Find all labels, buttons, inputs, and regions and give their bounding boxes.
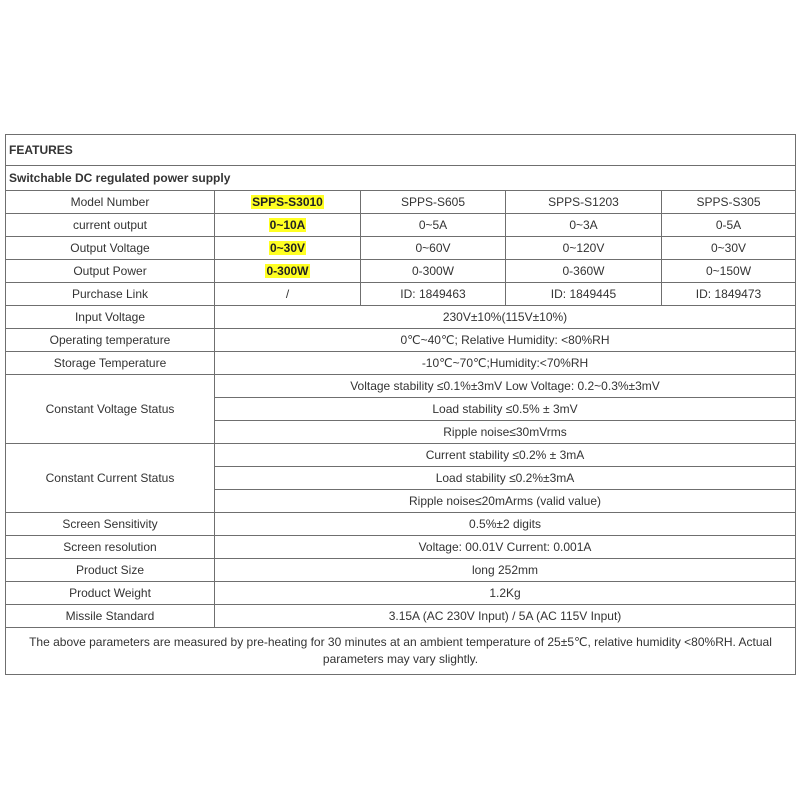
output-power-label: Output Power — [6, 260, 215, 283]
output-power-cell-4: 0~150W — [662, 260, 796, 283]
features-row — [6, 135, 796, 166]
table-title-row — [6, 166, 796, 191]
current-output-row — [6, 214, 796, 237]
output-power-row — [6, 260, 796, 283]
purchase-link-cell-1: / — [215, 283, 361, 306]
constant-current-line-1: Current stability ≤0.2% ± 3mA — [215, 444, 796, 467]
note-row — [6, 628, 796, 675]
output-power-cell-3: 0-360W — [506, 260, 662, 283]
model-cell-3: SPPS-S1203 — [506, 191, 662, 214]
constant-voltage-row — [6, 375, 796, 398]
output-voltage-cell-3: 0~120V — [506, 237, 662, 260]
missile-standard-row — [6, 605, 796, 628]
output-voltage-cell-4: 0~30V — [662, 237, 796, 260]
product-size-label: Product Size — [6, 559, 215, 582]
current-output-cell-1 — [215, 214, 361, 237]
screen-resolution-label: Screen resolution — [6, 536, 215, 559]
output-power-cell-1 — [215, 260, 361, 283]
constant-current-line-2: Load stability ≤0.2%±3mA — [215, 467, 796, 490]
current-output-cell-3: 0~3A — [506, 214, 662, 237]
output-voltage-row — [6, 237, 796, 260]
constant-voltage-line-1: Voltage stability ≤0.1%±3mV Low Voltage: 0.2~0.3%±3mV — [215, 375, 796, 398]
screen-sensitivity-row — [6, 513, 796, 536]
model-cell-1 — [215, 191, 361, 214]
output-voltage-cell-1 — [215, 237, 361, 260]
screen-sensitivity-value: 0.5%±2 digits — [215, 513, 796, 536]
model-1-highlight: SPPS-S3010 — [252, 195, 323, 209]
output-voltage-cell-2: 0~60V — [361, 237, 506, 260]
table-title: Switchable DC regulated power supply — [6, 166, 796, 191]
missile-standard-label: Missile Standard — [6, 605, 215, 628]
current-output-cell-2: 0~5A — [361, 214, 506, 237]
model-number-row — [6, 191, 796, 214]
input-voltage-value: 230V±10%(115V±10%) — [215, 306, 796, 329]
screen-resolution-row — [6, 536, 796, 559]
purchase-link-cell-3: ID: 1849445 — [506, 283, 662, 306]
operating-temperature-value: 0℃~40℃; Relative Humidity: <80%RH — [215, 329, 796, 352]
current-output-1-highlight: 0~10A — [269, 218, 306, 232]
model-number-label: Model Number — [6, 191, 215, 214]
constant-current-row — [6, 444, 796, 467]
constant-current-label: Constant Current Status — [6, 444, 215, 513]
output-power-1-highlight: 0-300W — [266, 264, 309, 278]
storage-temperature-row — [6, 352, 796, 375]
product-weight-row — [6, 582, 796, 605]
missile-standard-value: 3.15A (AC 230V Input) / 5A (AC 115V Input) — [215, 605, 796, 628]
purchase-link-label: Purchase Link — [6, 283, 215, 306]
screen-sensitivity-label: Screen Sensitivity — [6, 513, 215, 536]
purchase-link-cell-2: ID: 1849463 — [361, 283, 506, 306]
constant-current-line-3: Ripple noise≤20mArms (valid value) — [215, 490, 796, 513]
product-size-value: long 252mm — [215, 559, 796, 582]
constant-voltage-line-3: Ripple noise≤30mVrms — [215, 421, 796, 444]
purchase-link-cell-4: ID: 1849473 — [662, 283, 796, 306]
product-weight-label: Product Weight — [6, 582, 215, 605]
model-cell-2: SPPS-S605 — [361, 191, 506, 214]
input-voltage-row — [6, 306, 796, 329]
model-cell-4: SPPS-S305 — [662, 191, 796, 214]
storage-temperature-value: -10℃~70℃;Humidity:<70%RH — [215, 352, 796, 375]
current-output-cell-4: 0-5A — [662, 214, 796, 237]
features-heading: FEATURES — [6, 135, 796, 166]
storage-temperature-label: Storage Temperature — [6, 352, 215, 375]
product-weight-value: 1.2Kg — [215, 582, 796, 605]
constant-voltage-label: Constant Voltage Status — [6, 375, 215, 444]
operating-temperature-label: Operating temperature — [6, 329, 215, 352]
measurement-note: The above parameters are measured by pre-heating for 30 minutes at an ambient temperature of 25±5℃, relative humidity <80%RH. Actual parameters may vary slightly. — [6, 628, 796, 675]
screen-resolution-value: Voltage: 00.01V Current: 0.001A — [215, 536, 796, 559]
output-voltage-1-highlight: 0~30V — [269, 241, 306, 255]
input-voltage-label: Input Voltage — [6, 306, 215, 329]
output-voltage-label: Output Voltage — [6, 237, 215, 260]
purchase-link-row — [6, 283, 796, 306]
specification-table — [5, 134, 796, 675]
output-power-cell-2: 0-300W — [361, 260, 506, 283]
operating-temperature-row — [6, 329, 796, 352]
constant-voltage-line-2: Load stability ≤0.5% ± 3mV — [215, 398, 796, 421]
product-size-row — [6, 559, 796, 582]
current-output-label: current output — [6, 214, 215, 237]
